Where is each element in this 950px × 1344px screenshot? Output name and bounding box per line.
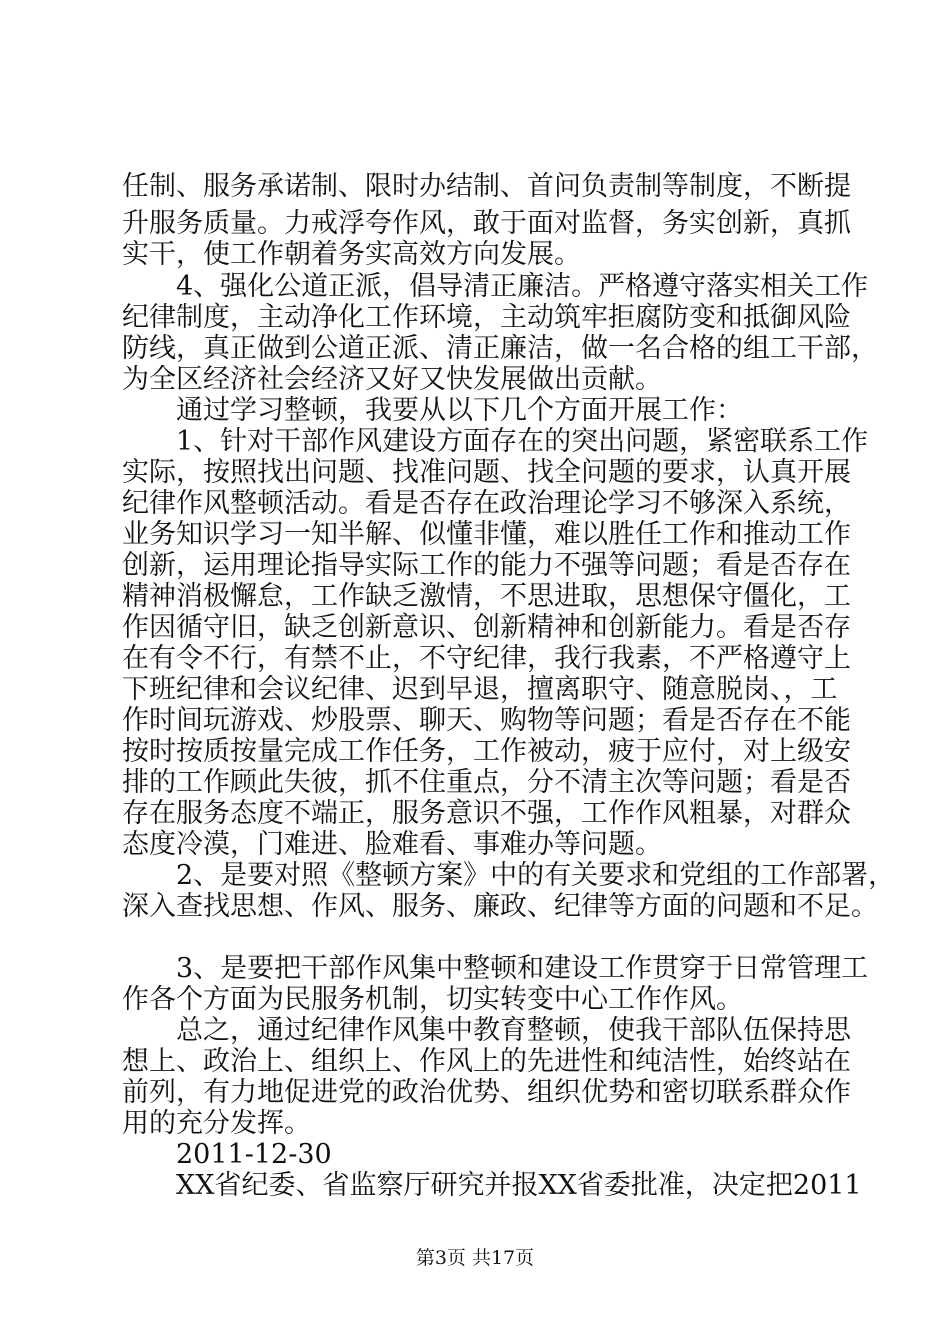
- body-text-line: 创新，运用理论指导实际工作的能力不强等问题；看是否存在: [122, 550, 851, 581]
- body-text-line: 业务知识学习一知半解、似懂非懂，难以胜任工作和推动工作: [122, 519, 851, 550]
- body-text-line: 排的工作顾此失彼，抓不住重点，分不清主次等问题；看是否: [122, 767, 851, 798]
- body-text-line: 防线，真正做到公道正派、清正廉洁，做一名合格的组工干部，: [122, 333, 878, 364]
- body-text-line: 为全区经济社会经济又好又快发展做出贡献。: [122, 364, 662, 395]
- body-text-line: 作时间玩游戏、炒股票、聊天、购物等问题；看是否存在不能: [122, 705, 851, 736]
- paragraph-start-line: 2、是要对照《整顿方案》中的有关要求和党组的工作部署，: [176, 860, 896, 891]
- body-text-line: 前列，有力地促进党的政治优势、组织优势和密切联系群众作: [122, 1077, 851, 1108]
- body-text-line: 精神消极懈怠，工作缺乏激情，不思进取，思想保守僵化，工: [122, 581, 851, 612]
- body-text-line: 态度冷漠，门难进、脸难看、事难办等问题。: [122, 829, 662, 860]
- body-text-line: 纪律作风整顿活动。看是否存在政治理论学习不够深入系统，: [122, 488, 851, 519]
- body-text-line: 任制、服务承诺制、限时办结制、首问负责制等制度，不断提: [122, 171, 851, 202]
- body-text-line: 实干，使工作朝着务实高效方向发展。: [122, 239, 581, 270]
- paragraph-start-line: 3、是要把干部作风集中整顿和建设工作贯穿于日常管理工: [176, 953, 869, 984]
- page-number-footer: 第3页 共17页: [415, 1247, 535, 1269]
- body-text-line: 深入查找思想、作风、服务、廉政、纪律等方面的问题和不足。: [122, 891, 878, 922]
- date-line: 2011-12-30: [176, 1139, 332, 1170]
- body-text-line: 实际，按照找出问题、找准问题、找全问题的要求，认真开展: [122, 457, 851, 488]
- body-text-line: 升服务质量。力戒浮夸作风，敢于面对监督，务实创新，真抓: [122, 208, 851, 239]
- body-text-line: 用的充分发挥。: [122, 1108, 311, 1139]
- body-text-line: 作因循守旧，缺乏创新意识、创新精神和创新能力。看是否存: [122, 612, 851, 643]
- paragraph-start-line: 4、强化公道正派，倡导清正廉洁。严格遵守落实相关工作: [176, 271, 869, 302]
- body-text-line: 作各个方面为民服务机制，切实转变中心工作作风。: [122, 984, 743, 1015]
- body-text-line: 存在服务态度不端正，服务意识不强，工作作风粗暴，对群众: [122, 798, 851, 829]
- paragraph-start-line: 通过学习整顿，我要从以下几个方面开展工作：: [176, 395, 743, 426]
- paragraph-start-line: 1、针对干部作风建设方面存在的突出问题，紧密联系工作: [176, 426, 869, 457]
- body-text-line: 纪律制度，主动净化工作环境，主动筑牢拒腐防变和抵御风险: [122, 302, 851, 333]
- body-text-line: 在有令不行，有禁不止，不守纪律，我行我素，不严格遵守上: [122, 643, 851, 674]
- body-text-line: 下班纪律和会议纪律、迟到早退，擅离职守、随意脱岗、，工: [122, 674, 838, 705]
- paragraph-start-line: 总之，通过纪律作风集中教育整顿，使我干部队伍保持思: [176, 1015, 851, 1046]
- paragraph-start-line: XX省纪委、省监察厅研究并报XX省委批准，决定把2011: [176, 1170, 862, 1201]
- body-text-line: 想上、政治上、组织上、作风上的先进性和纯洁性，始终站在: [122, 1046, 851, 1077]
- body-text-line: 按时按质按量完成工作任务，工作被动，疲于应付，对上级安: [122, 736, 851, 767]
